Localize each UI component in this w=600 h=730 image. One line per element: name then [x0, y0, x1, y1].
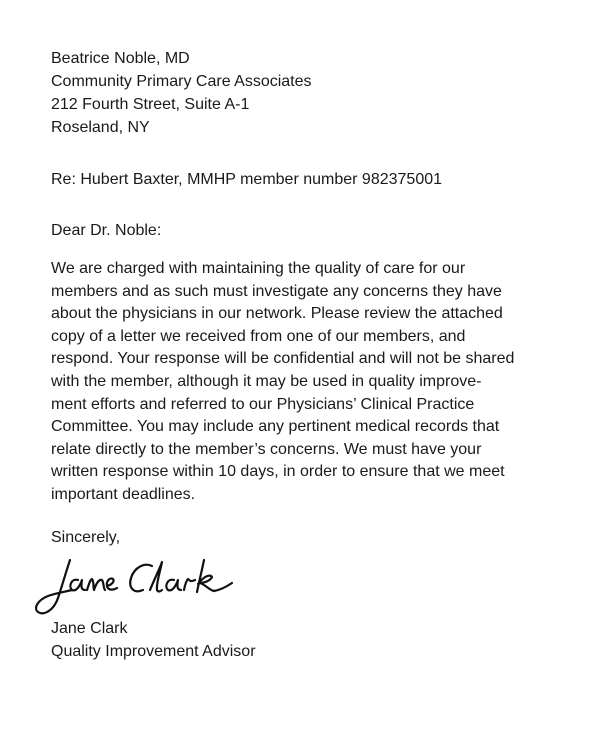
- body-line: copy of a letter we received from one of our members, and: [51, 327, 466, 345]
- complimentary-close: Sincerely,: [51, 529, 121, 546]
- recipient-city: Roseland, NY: [51, 119, 150, 136]
- body-line: We are charged with maintaining the quality of care for our: [51, 260, 466, 277]
- body-line: members and as such must investigate any concerns they have: [51, 282, 502, 300]
- body-line: respond. Your response will be confidential and will not be shared: [51, 350, 515, 368]
- letter-body: [51, 258, 551, 507]
- signer-name: Jane Clark: [51, 620, 128, 637]
- body-line: Committee. You may include any pertinent medical records that: [51, 418, 500, 436]
- body-line: written response within 10 days, in order to ensure that we meet: [51, 463, 505, 481]
- handwritten-signature: [32, 550, 252, 622]
- reference-line: Re: Hubert Baxter, MMHP member number 982375001: [51, 171, 443, 188]
- body-line: relate directly to the member’s concerns. We must have your: [51, 440, 482, 458]
- recipient-address: [51, 47, 312, 139]
- recipient-organization: Community Primary Care Associates: [51, 73, 312, 90]
- signature-block: [51, 617, 256, 663]
- recipient-name: Beatrice Noble, MD: [51, 50, 190, 67]
- body-line: important deadlines.: [51, 485, 196, 503]
- body-line: ment efforts and referred to our Physicians’ Clinical Practice: [51, 395, 475, 413]
- body-line: with the member, although it may be used in quality improve-: [51, 372, 482, 390]
- recipient-street: 212 Fourth Street, Suite A-1: [51, 96, 250, 113]
- salutation: Dear Dr. Noble:: [51, 222, 162, 239]
- body-line: about the physicians in our network. Please review the attached: [51, 305, 503, 323]
- signer-title: Quality Improvement Advisor: [51, 643, 256, 660]
